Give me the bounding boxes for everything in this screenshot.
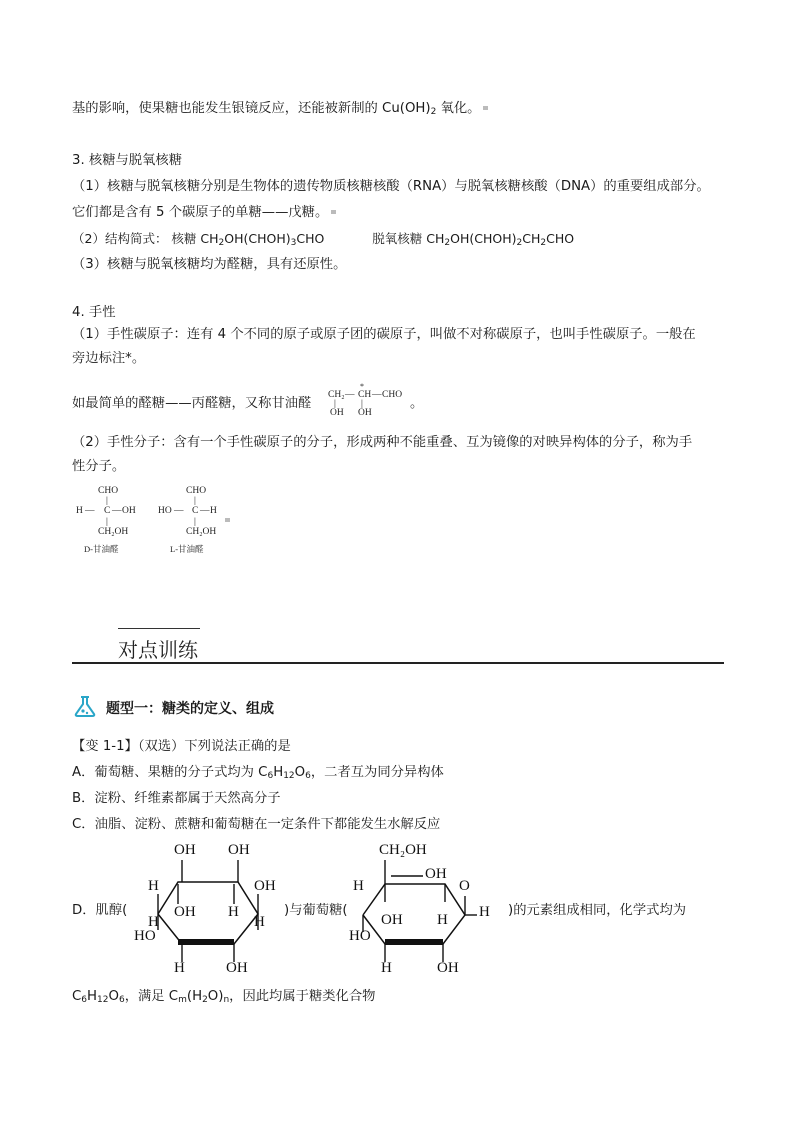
option-d-end: )的元素组成相同，化学式均为 [508, 903, 687, 918]
text-line: （3）核糖与脱氧核糖均为醛糖，具有还原性。 [72, 257, 347, 272]
option-d-mid: )与葡萄糖( [284, 903, 348, 918]
glucose-structure: CH₂OH OH O H OH H H HO H OH [349, 842, 490, 976]
question-type-title: 题型一：糖类的定义、组成 [106, 701, 274, 717]
question-stem: 【变 1-1】（双选）下列说法正确的是 [72, 739, 291, 754]
text-line: （2）手性分子：含有一个手性碳原子的分子，形成两种不能重叠、互为镜像的对映异构体的分子，称为手 [72, 435, 693, 450]
section-rule-top [118, 628, 200, 629]
marker-icon [483, 106, 488, 110]
section-divider [72, 662, 724, 664]
text-line: 基的影响，使果糖也能发生银镜反应，还能被新制的 $Cu(OH)_2$ 氧化。 [72, 100, 488, 118]
heading-4: 4. 手性 [72, 305, 116, 320]
section-title: 对点训练 [118, 638, 198, 662]
d-label: D-甘油醛 [84, 544, 119, 554]
option-a: A．葡萄糖、果糖的分子式均为 $C_6H_{12}O_6$，二者互为同分异构体 [72, 765, 444, 781]
inositol-structure: OH OH H OH OH H H H HO H OH [134, 842, 276, 976]
option-d-start: D．肌醇( [72, 903, 128, 918]
marker-icon [225, 518, 230, 522]
d-glyceraldehyde-structure: CHO | H — C — OH | CH₂OH D-甘油醛 [76, 486, 136, 554]
text-line: 性分子。 [72, 459, 126, 474]
marker-icon [331, 210, 336, 214]
glyceraldehyde-structure: CH₂ — * CH — CHO | | OH OH [328, 382, 403, 418]
text-line: 如最简单的醛糖——丙醛糖，又称甘油醛 [72, 396, 312, 411]
structure-line: （2）结构简式： 核糖 $CH_2OH(CHOH)_3CHO$ 脱氧核糖 $CH_2OH(CHOH)_2CH_2CHO$ [72, 231, 575, 248]
heading-3: 3. 核糖与脱氧核糖 [72, 153, 182, 168]
option-d-formula: $C_6H_{12}O_6$，满足 $C_m(H_2O)_n$，因此均属于糖类化合物 [72, 989, 376, 1005]
l-glyceraldehyde-structure: CHO | HO — C — H | CH₂OH L-甘油醛 [158, 486, 238, 558]
flask-icon [72, 694, 98, 718]
option-b: B．淀粉、纤维素都属于天然高分子 [72, 791, 281, 806]
text-line: 。 [410, 396, 424, 411]
option-c: C．油脂、淀粉、蔗糖和葡萄糖在一定条件下都能发生水解反应 [72, 817, 441, 832]
text-line: 旁边标注*。 [72, 351, 146, 366]
text-line: （1）手性碳原子：连有 4 个不同的原子或原子团的碳原子，叫做不对称碳原子，也叫手性碳原子。一般在 [72, 327, 696, 342]
l-label: L-甘油醛 [170, 544, 204, 554]
text-line: 它们都是含有 5 个碳原子的单糖——戊糖。 [72, 204, 336, 222]
text-line: （1）核糖与脱氧核糖分别是生物体的遗传物质核糖核酸（RNA）与脱氧核糖核酸（DNA）的重要组成部分。 [72, 179, 710, 194]
